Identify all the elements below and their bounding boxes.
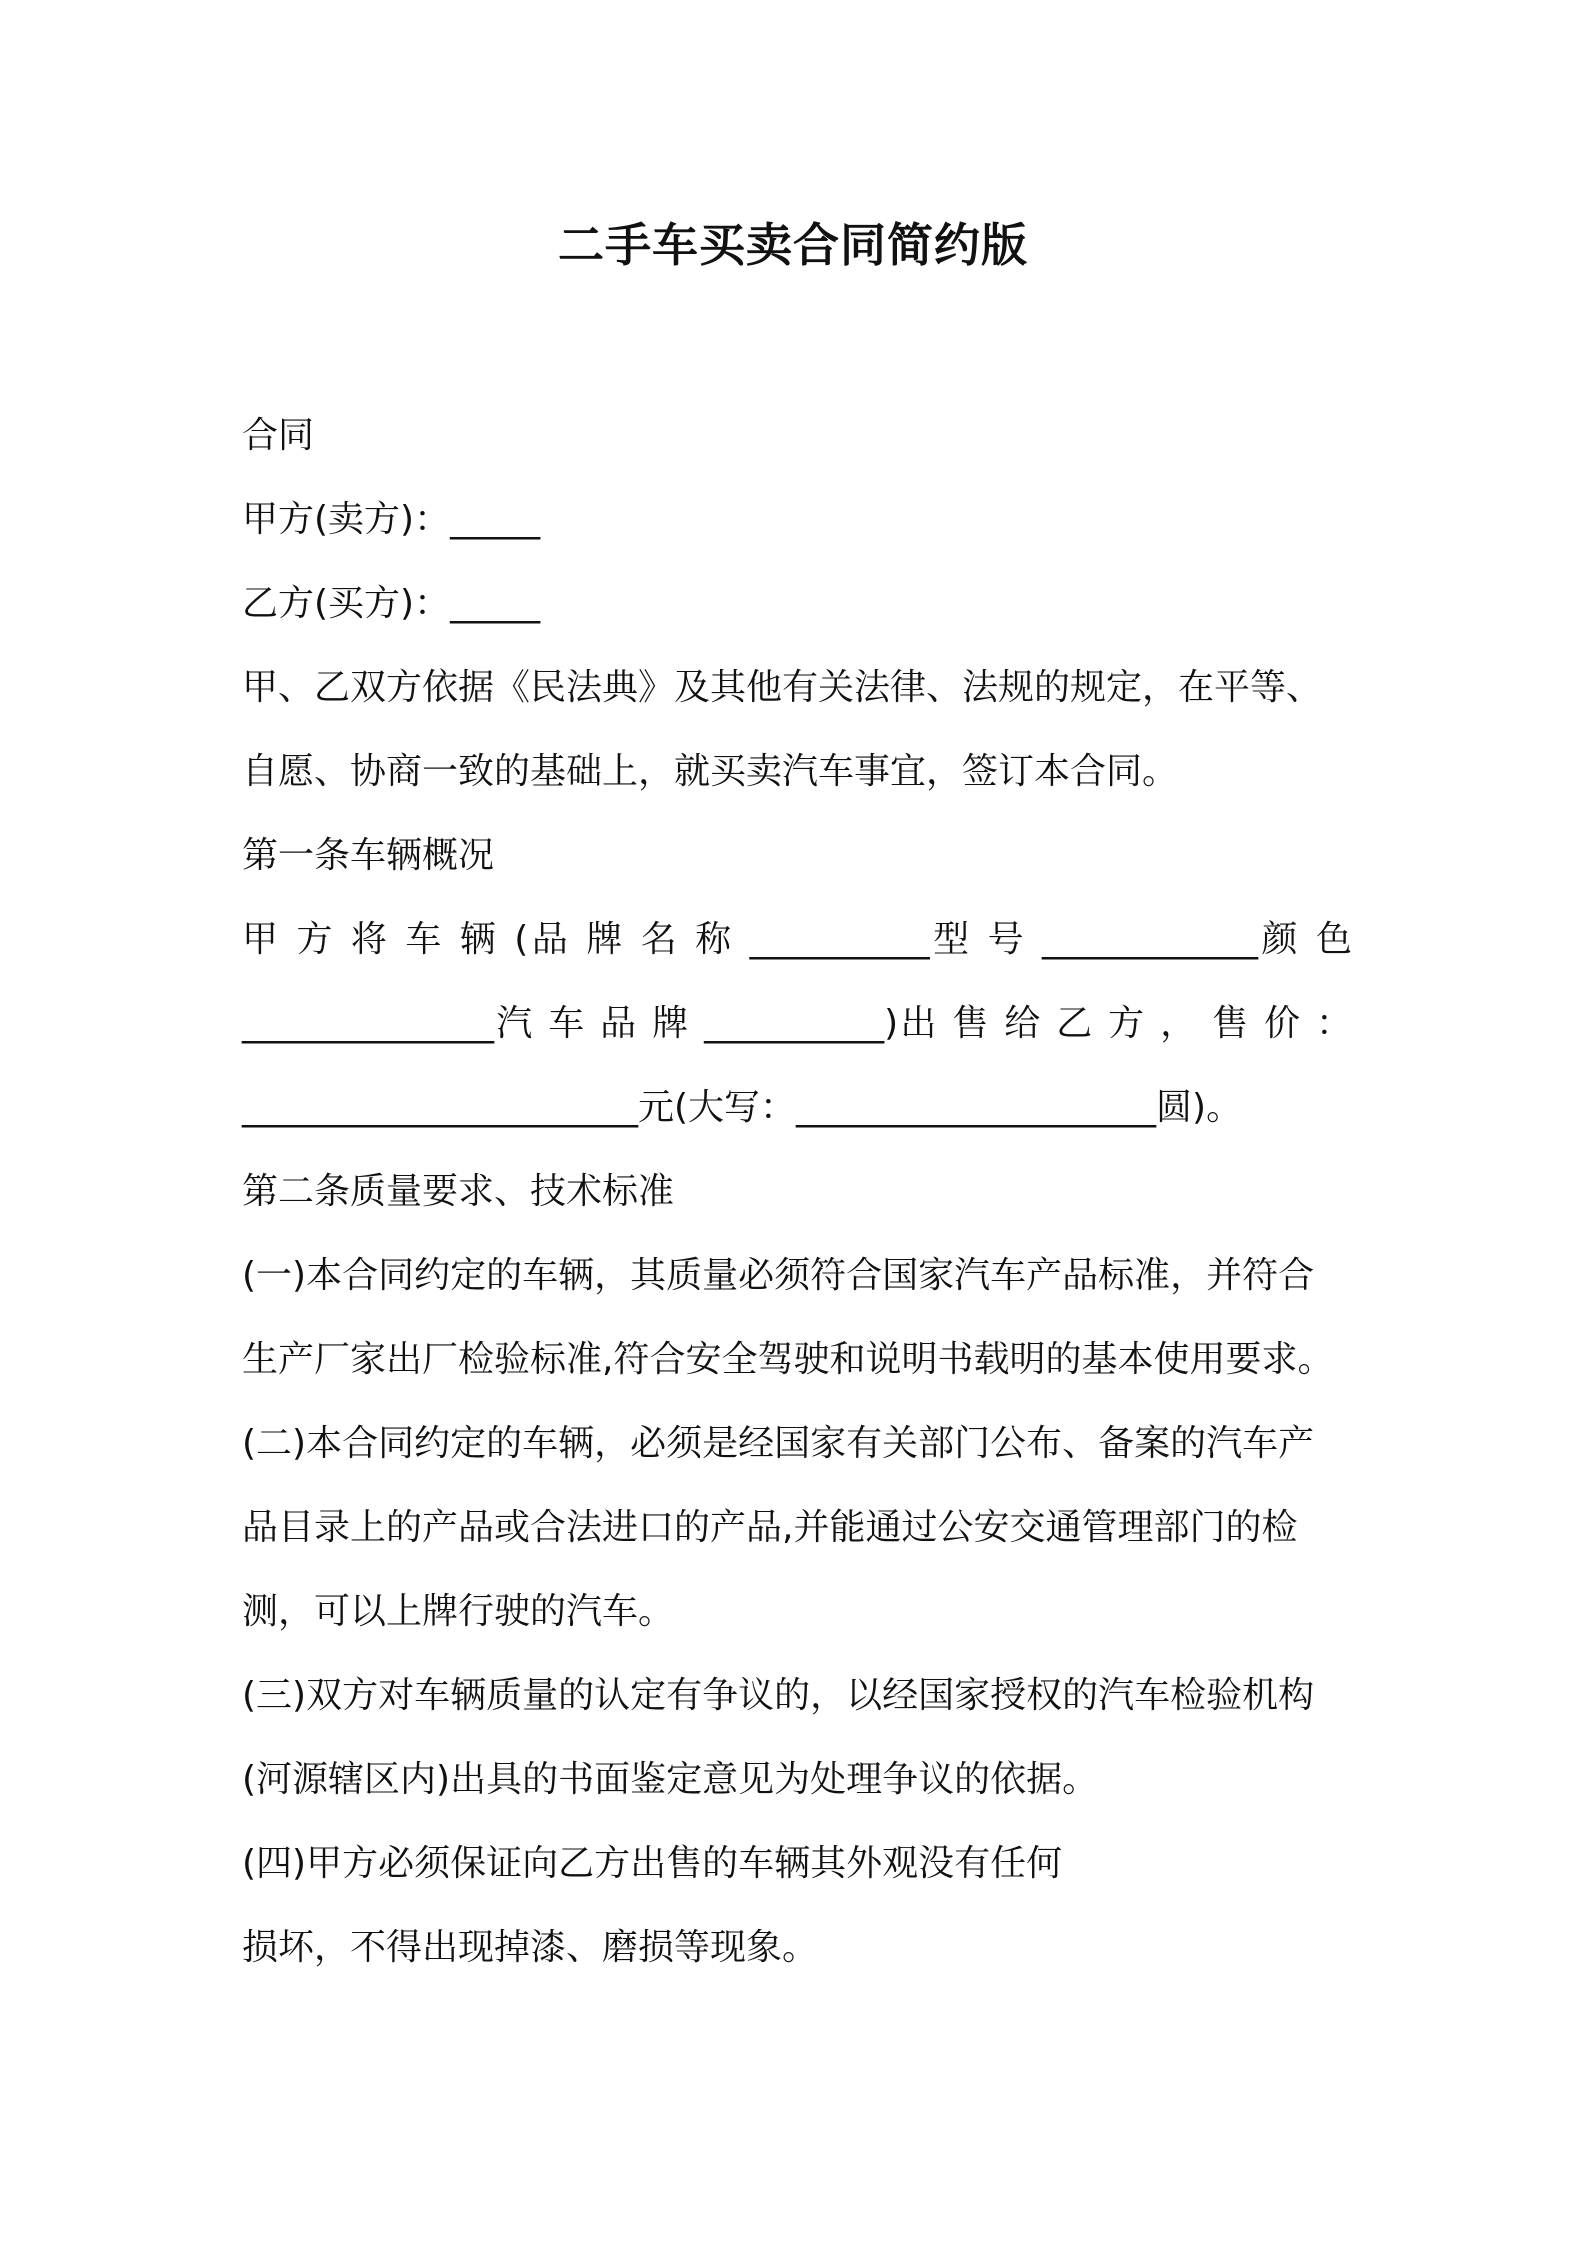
preamble-line-2: 自愿、协商一致的基础上，就买卖汽车事宜，签订本合同。	[242, 751, 1179, 792]
article-2-heading: 第二条质量要求、技术标准	[242, 1171, 675, 1212]
clause-1-line-2: 生产厂家出厂检验标准,符合安全驾驶和说明书载明的基本使用要求。	[242, 1339, 1334, 1380]
party-a-line: 甲方(卖方)：_____	[242, 499, 541, 540]
article-1-line-1: 甲 方 将 车 辆 (品 牌 名 称 __________型 号 ____________颜 色	[242, 919, 1352, 960]
clause-4-line-1: (四)甲方必须保证向乙方出售的车辆其外观没有任何	[242, 1843, 1063, 1884]
article-1-line-2: ______________汽 车 品 牌 __________)出 售 给 乙 方 ， 售 价 ：	[242, 1003, 1352, 1044]
clause-1-line-1: (一)本合同约定的车辆，其质量必须符合国家汽车产品标准，并符合	[242, 1255, 1315, 1296]
clause-4-line-2: 损坏，不得出现掉漆、磨损等现象。	[242, 1927, 819, 1968]
clause-3-line-1: (三)双方对车辆质量的认定有争议的，以经国家授权的汽车检验机构	[242, 1675, 1315, 1716]
clause-2-line-2: 品目录上的产品或合法进口的产品,并能通过公安交通管理部门的检	[242, 1507, 1298, 1548]
article-1-heading: 第一条车辆概况	[242, 835, 495, 876]
document-title: 二手车买卖合同简约版	[558, 218, 1028, 272]
preamble-line-1: 甲、乙双方依据《民法典》及其他有关法律、法规的规定，在平等、	[242, 667, 1323, 708]
clause-2-line-1: (二)本合同约定的车辆，必须是经国家有关部门公布、备案的汽车产	[242, 1423, 1315, 1464]
clause-3-line-2: (河源辖区内)出具的书面鉴定意见为处理争议的依据。	[242, 1759, 1099, 1800]
article-1-line-3: ______________________元(大写：____________________圆)。	[242, 1087, 1243, 1128]
party-b-line: 乙方(买方)：_____	[242, 583, 541, 624]
clause-2-line-3: 测，可以上牌行驶的汽车。	[242, 1591, 675, 1632]
contract-heading: 合同	[242, 415, 315, 456]
